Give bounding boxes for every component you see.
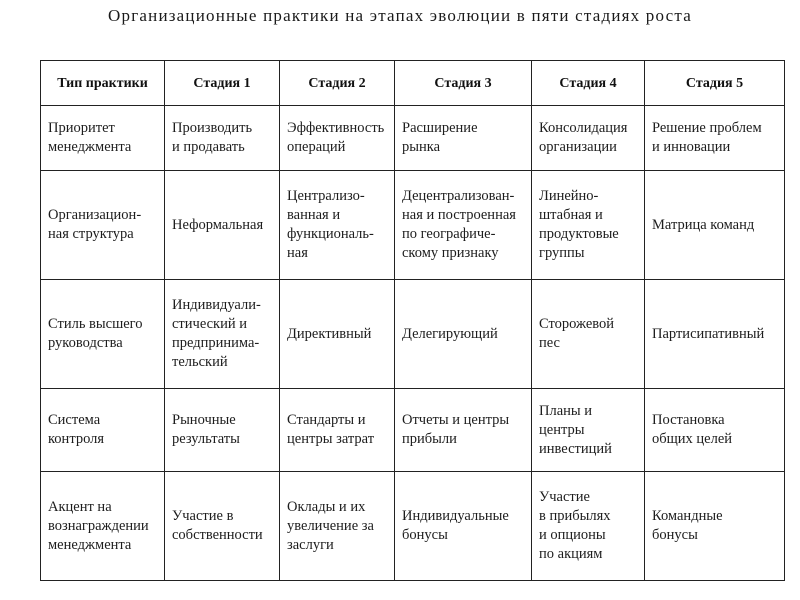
table-cell-stage-4 [532,389,645,472]
cell-text-line: контроля [48,431,105,447]
table-cell-stage-2 [280,280,395,389]
cell-text-line: Производить [172,120,253,136]
cell-text-line: вознаграждении [48,517,149,534]
cell-text-line: Индивидуальные [402,508,509,524]
cell-text-line: операций [287,139,346,155]
cell-text-line: Акцент на [48,498,112,515]
cell-text-line: общих целей [652,431,733,447]
table-cell-stage-2 [280,389,395,472]
cell-text-line: Командные [652,508,723,524]
cell-text-line: Сторожевой [539,316,615,332]
table-cell-stage-2 [280,106,395,171]
cell-text-line: стический и [172,316,248,332]
cell-text-line: менеджмента [48,139,132,155]
table-cell-stage-5 [645,389,785,472]
header-practice-type: Тип практики [41,61,165,106]
cell-text-line: предпринима- [172,335,260,351]
table-row [41,171,785,280]
table-cell-stage-3 [395,106,532,171]
cell-text-line: Стандарты и [287,412,366,428]
cell-text-line: инвестиций [539,440,612,457]
table-cell-stage-4 [532,171,645,280]
header-stage-2: Стадия 2 [280,61,395,106]
table-cell-stage-1 [165,106,280,171]
table-cell-stage-5 [645,106,785,171]
table-cell-stage-4 [532,472,645,581]
table-cell-practice-type [41,389,165,472]
cell-text-line: Рыночные [172,412,236,428]
cell-text-line: Децентрализован- [402,188,515,204]
table-cell-practice-type [41,280,165,389]
table-cell-stage-1 [165,472,280,581]
table-cell-stage-5 [645,171,785,280]
cell-text-line: ная и построенная [402,207,516,223]
table-cell-stage-3 [395,472,532,581]
table-cell-stage-2 [280,171,395,280]
header-stage-5: Стадия 5 [645,61,785,106]
document-title: Организационные практики на этапах эволюции в пяти стадиях роста [108,6,692,25]
table-cell-stage-4 [532,280,645,389]
cell-text-line: бонусы [652,527,698,543]
cell-text-line: руководства [48,335,123,351]
cell-text-line: Партисипативный [652,325,765,342]
cell-text-line: и продавать [172,139,245,155]
cell-text-line: тельский [172,354,228,370]
cell-text-line: центры [539,421,585,438]
cell-text-line: увеличение за [287,517,374,534]
cell-text-line: рынка [402,139,441,155]
cell-text-line: продуктовые [539,226,619,242]
cell-text-line: Планы и [539,402,593,419]
cell-text-line: Система [48,412,101,428]
cell-text-line: Оклады и их [287,498,366,515]
cell-text-line: Делегирующий [402,325,498,342]
cell-text-line: Отчеты и центры [402,412,510,428]
header-stage-1: Стадия 1 [165,61,280,106]
cell-text-line: организации [539,139,617,155]
table-cell-stage-3 [395,171,532,280]
table-row [41,280,785,389]
cell-text-line: Директивный [287,325,372,342]
table-cell-stage-3 [395,280,532,389]
cell-text-line: Линейно- [539,188,599,204]
cell-text-line: результаты [172,431,240,447]
cell-text-line: ванная и [287,207,341,223]
table-cell-stage-1 [165,389,280,472]
cell-text-line: по географиче- [402,226,496,242]
cell-text-line: и опционы [539,527,606,543]
practices-table [40,60,785,581]
cell-text-line: по акциям [539,546,603,562]
cell-text-line: Индивидуали- [172,297,261,313]
cell-text-line: Матрица команд [652,216,755,233]
cell-text-line: менеджмента [48,536,132,553]
cell-text-line: Эффективность [287,120,385,136]
cell-text-line: группы [539,245,585,261]
cell-text-line: прибыли [402,431,457,447]
cell-text-line: Консолидация [539,120,628,136]
table-cell-stage-3 [395,389,532,472]
table-cell-practice-type [41,171,165,280]
header-row [41,61,785,106]
cell-text-line: Стиль высшего [48,316,143,332]
cell-text-line: ная [287,245,308,261]
header-stage-4: Стадия 4 [532,61,645,106]
cell-text-line: Решение проблем [652,120,762,136]
cell-text-line: Расширение [402,120,478,136]
table-cell-stage-1 [165,171,280,280]
table-cell-stage-5 [645,280,785,389]
cell-text-line: бонусы [402,527,448,543]
cell-text-line: Централизо- [287,188,365,204]
table-cell-practice-type [41,106,165,171]
table-cell-stage-4 [532,106,645,171]
cell-text-line: и инновации [652,139,731,155]
table-row [41,472,785,581]
table-row [41,106,785,171]
table-row [41,389,785,472]
cell-text-line: Участие в [172,508,234,524]
header-stage-3: Стадия 3 [395,61,532,106]
cell-text-line: Организацион- [48,207,142,223]
cell-text-line: заслуги [287,536,334,553]
cell-text-line: собственности [172,527,263,543]
cell-text-line: в прибылях [539,508,611,524]
table-body [41,106,785,581]
cell-text-line: Приоритет [48,120,115,136]
cell-text-line: функциональ- [287,226,374,242]
cell-text-line: Неформальная [172,216,264,233]
cell-text-line: Участие [539,489,590,505]
cell-text-line: ная структура [48,226,134,242]
cell-text-line: Постановка [652,412,725,428]
table-cell-stage-5 [645,472,785,581]
table-cell-stage-2 [280,472,395,581]
table-cell-stage-1 [165,280,280,389]
cell-text-line: пес [539,335,560,351]
cell-text-line: центры затрат [287,431,375,447]
table-cell-practice-type [41,472,165,581]
cell-text-line: скому признаку [402,245,499,261]
cell-text-line: штабная и [539,207,603,223]
